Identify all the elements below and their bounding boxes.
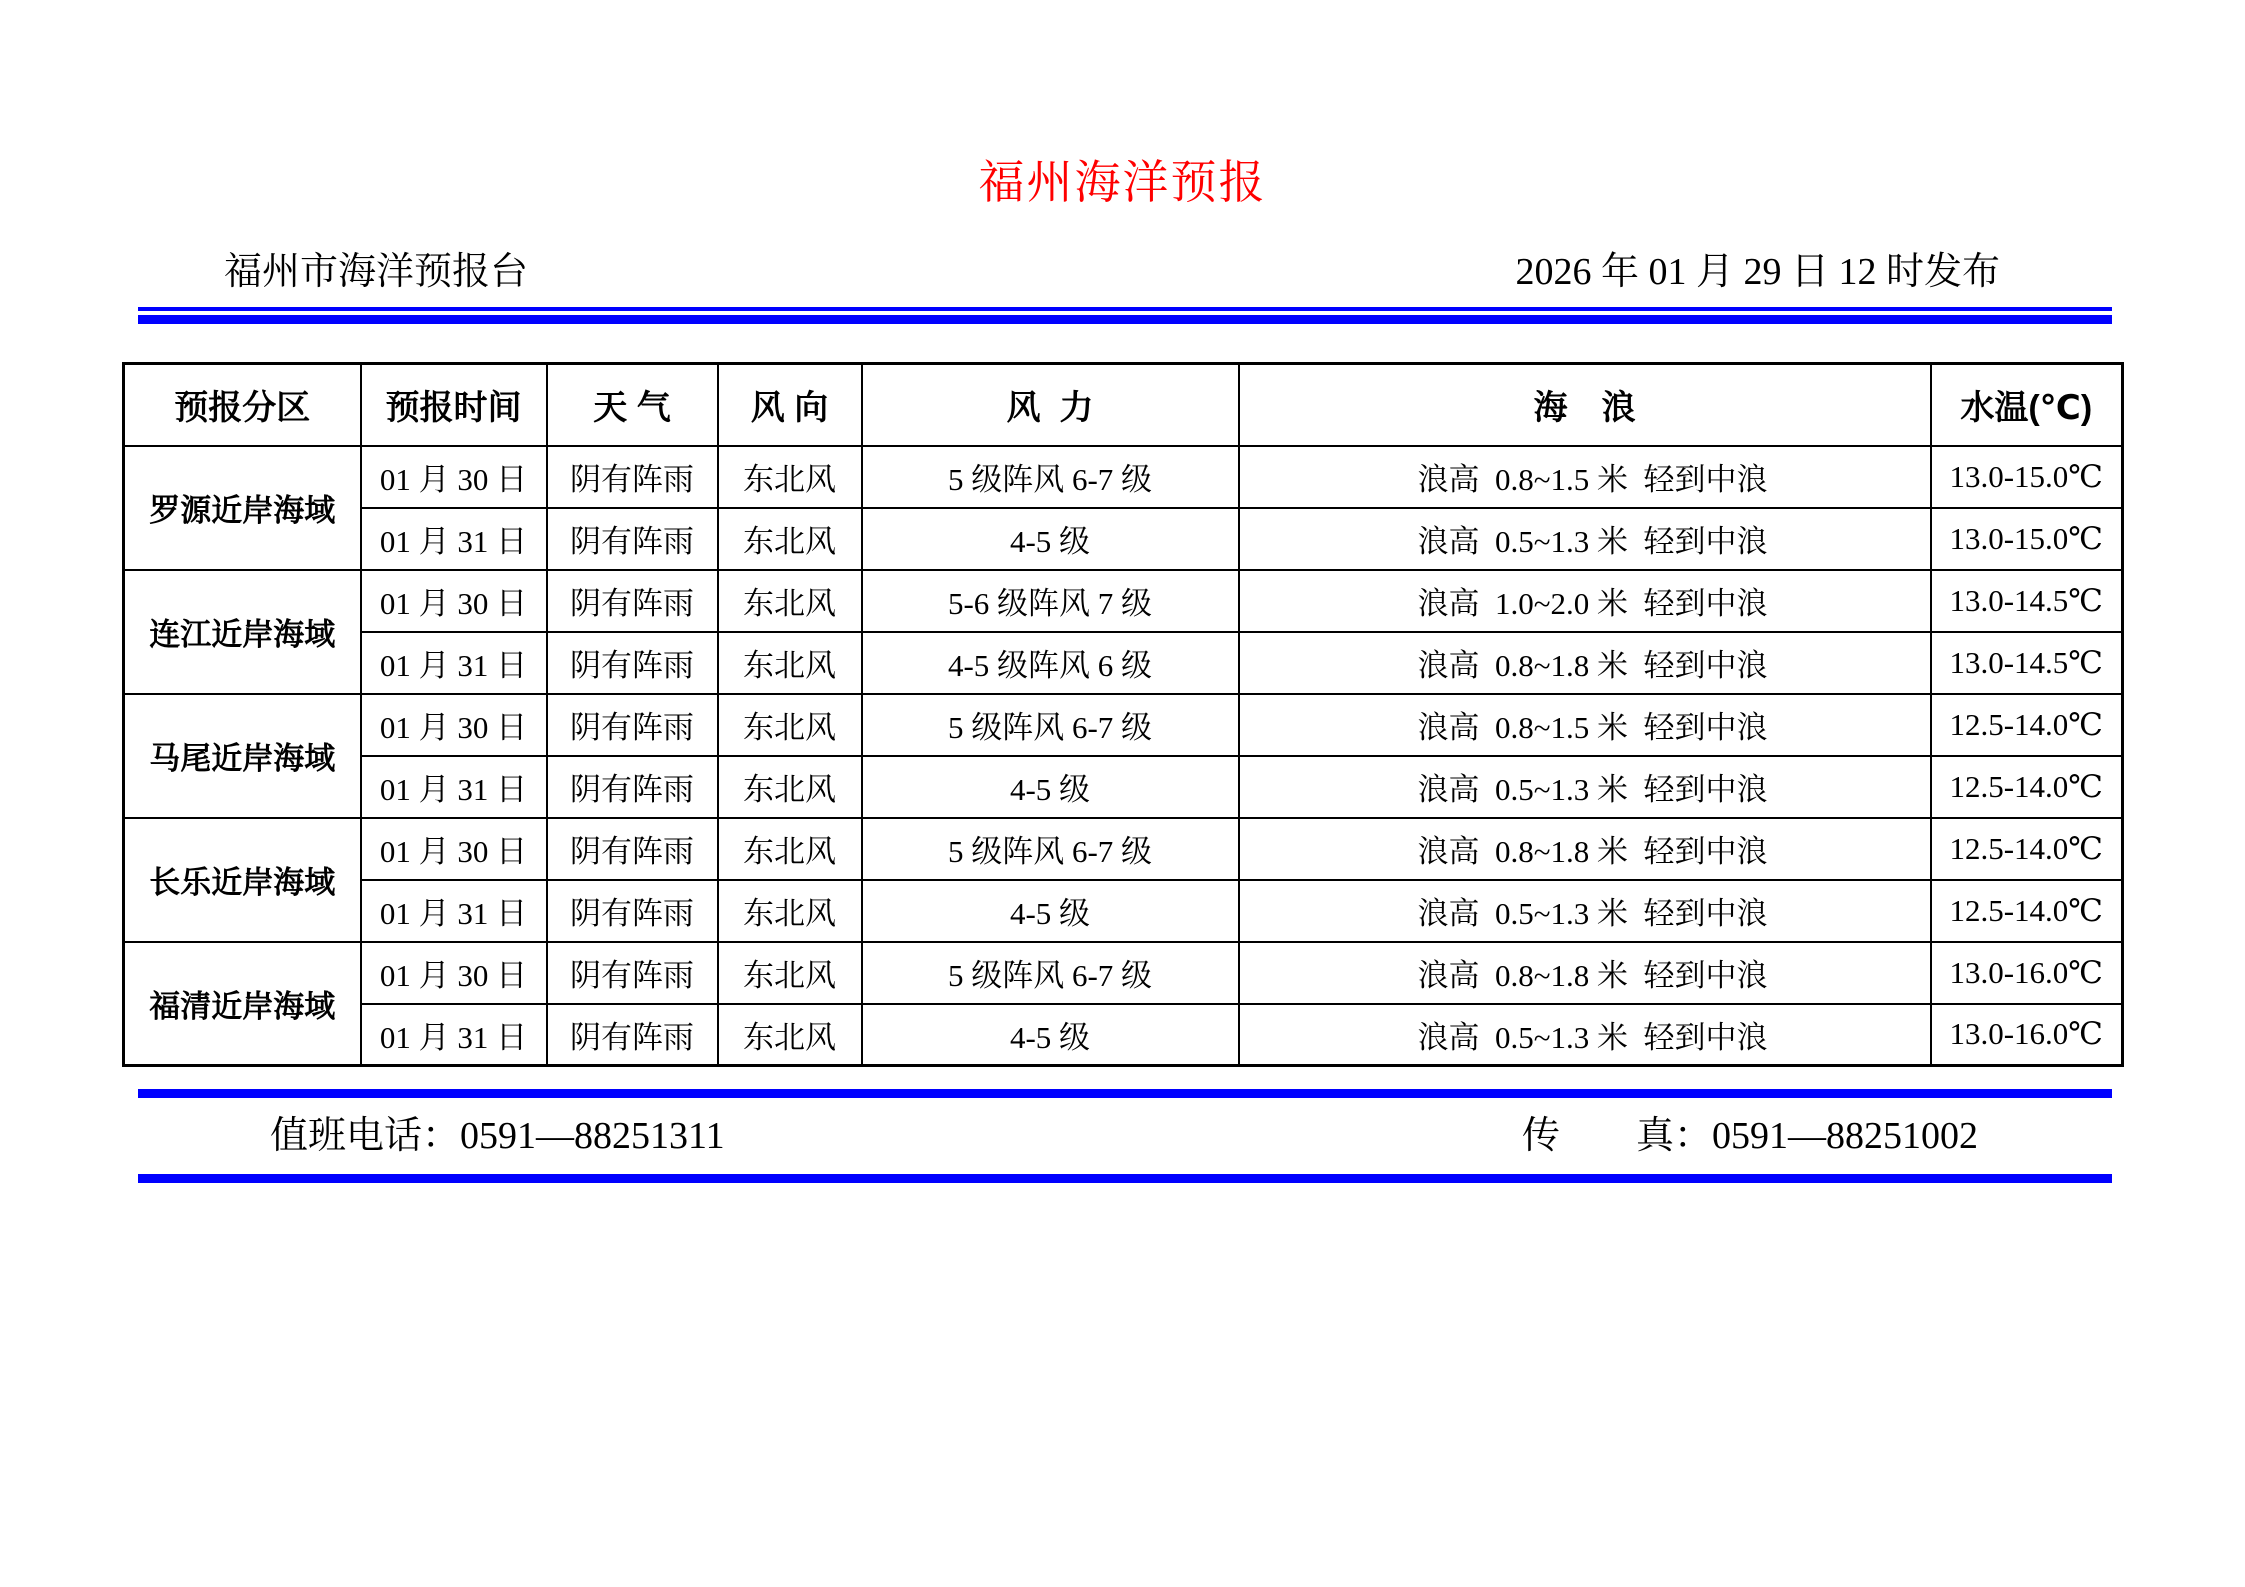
weather-cell: 阴有阵雨	[547, 694, 718, 756]
weather-cell: 阴有阵雨	[547, 880, 718, 942]
fax	[1522, 1112, 1978, 1161]
region-name-cell: 福清近岸海域	[124, 942, 361, 1066]
header-wind-force: 风 力	[862, 364, 1239, 446]
wave-cell: 浪高 0.8~1.8 米 轻到中浪	[1239, 818, 1931, 880]
table-row	[124, 818, 2123, 880]
table-row	[124, 570, 2123, 632]
wind-force-cell: 5-6 级阵风 7 级	[862, 570, 1239, 632]
temp-cell: 12.5-14.0℃	[1931, 880, 2123, 942]
temp-cell: 12.5-14.0℃	[1931, 818, 2123, 880]
forecast-table	[122, 362, 2124, 1067]
date-cell: 01 月 30 日	[361, 694, 547, 756]
wind-dir-cell: 东北风	[718, 756, 862, 818]
fax-number: 0591—88251002	[1712, 1115, 1978, 1157]
weather-cell: 阴有阵雨	[547, 446, 718, 508]
temp-cell: 12.5-14.0℃	[1931, 694, 2123, 756]
wave-cell: 浪高 0.8~1.5 米 轻到中浪	[1239, 446, 1931, 508]
wind-dir-cell: 东北风	[718, 942, 862, 1004]
wind-force-cell: 5 级阵风 6-7 级	[862, 694, 1239, 756]
meta-row	[138, 250, 2112, 296]
duty-phone-number: 0591—88251311	[460, 1115, 725, 1157]
date-cell: 01 月 30 日	[361, 570, 547, 632]
temp-cell: 13.0-15.0℃	[1931, 446, 2123, 508]
header-wind-direction: 风 向	[718, 364, 862, 446]
region-name-cell: 连江近岸海域	[124, 570, 361, 694]
issue-timestamp: 2026 年 01 月 29 日 12 时发布	[1515, 251, 2000, 293]
date-cell: 01 月 31 日	[361, 756, 547, 818]
region-name-cell: 长乐近岸海域	[124, 818, 361, 942]
date-cell: 01 月 31 日	[361, 632, 547, 694]
date-cell: 01 月 30 日	[361, 942, 547, 1004]
date-cell: 01 月 31 日	[361, 1004, 547, 1066]
wave-cell: 浪高 0.5~1.3 米 轻到中浪	[1239, 508, 1931, 570]
temp-cell: 13.0-16.0℃	[1931, 942, 2123, 1004]
wind-force-cell: 5 级阵风 6-7 级	[862, 446, 1239, 508]
table-row	[124, 632, 2123, 694]
wave-cell: 浪高 0.8~1.8 米 轻到中浪	[1239, 632, 1931, 694]
duty-phone	[270, 1112, 725, 1161]
weather-cell: 阴有阵雨	[547, 818, 718, 880]
wind-force-cell: 5 级阵风 6-7 级	[862, 818, 1239, 880]
wave-cell: 浪高 0.8~1.5 米 轻到中浪	[1239, 694, 1931, 756]
wind-force-cell: 4-5 级	[862, 1004, 1239, 1066]
region-name-cell: 马尾近岸海域	[124, 694, 361, 818]
table-row	[124, 1004, 2123, 1066]
wave-cell: 浪高 1.0~2.0 米 轻到中浪	[1239, 570, 1931, 632]
wind-dir-cell: 东北风	[718, 632, 862, 694]
wind-dir-cell: 东北风	[718, 446, 862, 508]
temp-cell: 12.5-14.0℃	[1931, 756, 2123, 818]
weather-cell: 阴有阵雨	[547, 508, 718, 570]
temp-cell: 13.0-14.5℃	[1931, 632, 2123, 694]
wind-force-cell: 4-5 级	[862, 508, 1239, 570]
weather-cell: 阴有阵雨	[547, 756, 718, 818]
table-row	[124, 446, 2123, 508]
date-cell: 01 月 30 日	[361, 446, 547, 508]
header-region: 预报分区	[124, 364, 361, 446]
weather-cell: 阴有阵雨	[547, 570, 718, 632]
wind-force-cell: 4-5 级	[862, 880, 1239, 942]
footer-row	[138, 1112, 2112, 1161]
wind-dir-cell: 东北风	[718, 508, 862, 570]
header-water-temp: 水温(℃)	[1931, 364, 2123, 446]
wind-dir-cell: 东北风	[718, 694, 862, 756]
wind-dir-cell: 东北风	[718, 1004, 862, 1066]
wind-force-cell: 4-5 级	[862, 756, 1239, 818]
weather-cell: 阴有阵雨	[547, 942, 718, 1004]
date-cell: 01 月 30 日	[361, 818, 547, 880]
temp-cell: 13.0-15.0℃	[1931, 508, 2123, 570]
wave-cell: 浪高 0.5~1.3 米 轻到中浪	[1239, 756, 1931, 818]
temp-cell: 13.0-14.5℃	[1931, 570, 2123, 632]
weather-cell: 阴有阵雨	[547, 632, 718, 694]
footer-bottom-rule	[138, 1174, 2112, 1183]
wave-cell: 浪高 0.5~1.3 米 轻到中浪	[1239, 880, 1931, 942]
header-forecast-time: 预报时间	[361, 364, 547, 446]
date-cell: 01 月 31 日	[361, 880, 547, 942]
table-row	[124, 508, 2123, 570]
duty-phone-label: 值班电话：	[270, 1115, 461, 1157]
wind-force-cell: 5 级阵风 6-7 级	[862, 942, 1239, 1004]
table-row	[124, 756, 2123, 818]
temp-cell: 13.0-16.0℃	[1931, 1004, 2123, 1066]
table-row	[124, 880, 2123, 942]
divider-thick-line	[138, 315, 2112, 324]
region-name-cell: 罗源近岸海域	[124, 446, 361, 570]
header-waves: 海 浪	[1239, 364, 1931, 446]
table-row	[124, 694, 2123, 756]
weather-cell: 阴有阵雨	[547, 1004, 718, 1066]
fax-label: 传 真：	[1521, 1115, 1712, 1157]
footer-top-rule	[138, 1089, 2112, 1098]
header-weather: 天 气	[547, 364, 718, 446]
wind-dir-cell: 东北风	[718, 880, 862, 942]
date-cell: 01 月 31 日	[361, 508, 547, 570]
header-divider-double-rule	[138, 307, 2112, 324]
wave-cell: 浪高 0.8~1.8 米 轻到中浪	[1239, 942, 1931, 1004]
wind-force-cell: 4-5 级阵风 6 级	[862, 632, 1239, 694]
wind-dir-cell: 东北风	[718, 818, 862, 880]
page-title: 福州海洋预报	[978, 157, 1267, 208]
wave-cell: 浪高 0.5~1.3 米 轻到中浪	[1239, 1004, 1931, 1066]
wind-dir-cell: 东北风	[718, 570, 862, 632]
issuer-name: 福州市海洋预报台	[224, 251, 529, 293]
table-row	[124, 942, 2123, 1004]
table-header-row	[124, 364, 2123, 446]
